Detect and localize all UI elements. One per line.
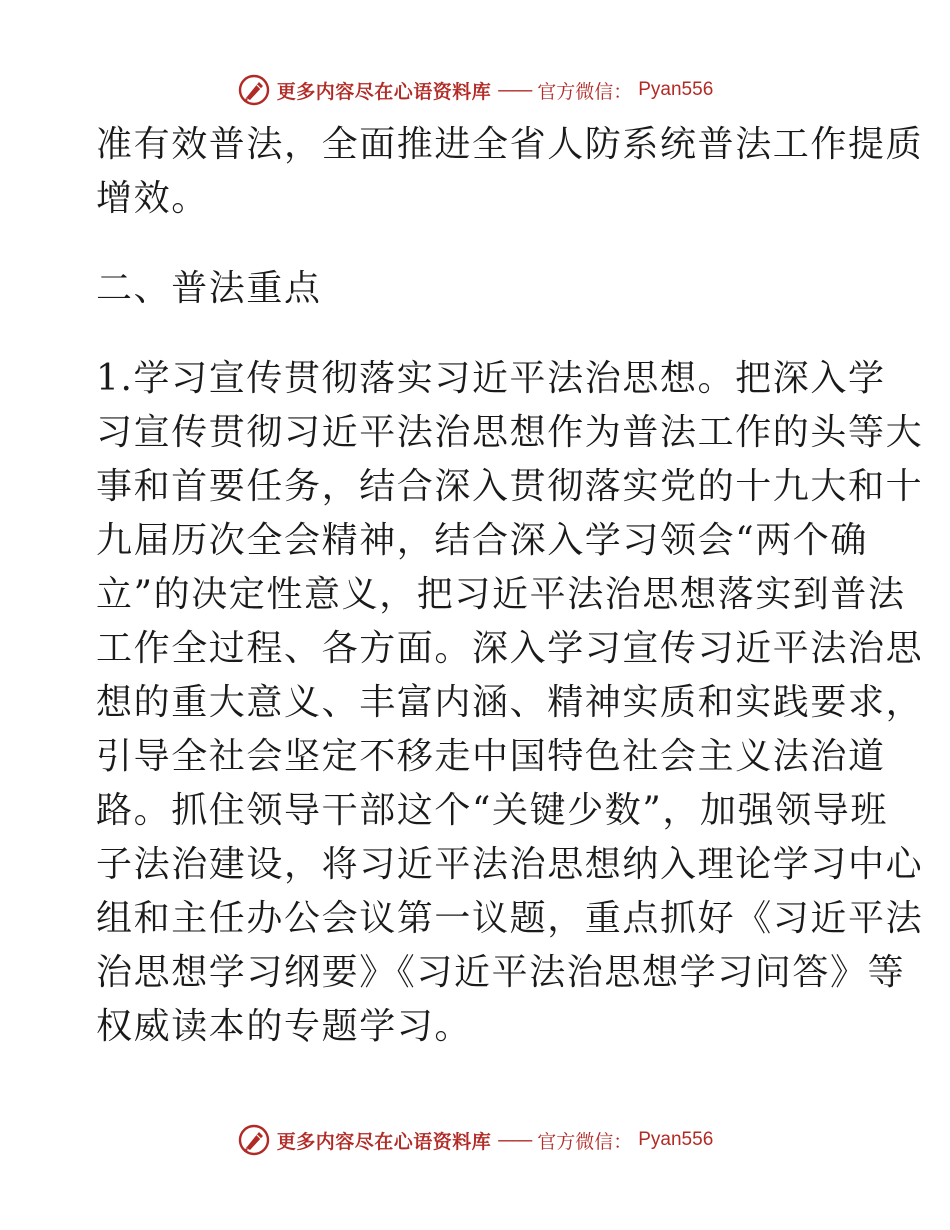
watermark-wechat-label: 官方微信： bbox=[537, 80, 633, 103]
watermark-wechat-id: Pyan556 bbox=[638, 79, 714, 100]
text-line: 权威读本的专题学习。 bbox=[96, 1006, 473, 1047]
text-line: 组和主任办公会议第一议题，重点抓好《习近平法 bbox=[96, 898, 924, 939]
text-line: 1.学习宣传贯彻落实习近平法治思想。把深入学 bbox=[96, 358, 886, 399]
watermark-wechat-id: Pyan556 bbox=[638, 1129, 714, 1150]
text-line: 子法治建设，将习近平法治思想纳入理论学习中心 bbox=[96, 844, 924, 885]
watermark-dash: —— bbox=[497, 79, 532, 101]
text-line: 九届历次全会精神，结合深入学习领会“两个确 bbox=[96, 520, 869, 561]
intro-paragraph bbox=[96, 118, 924, 226]
text-line: 习宣传贯彻习近平法治思想作为普法工作的头等大 bbox=[96, 412, 924, 453]
header-watermark bbox=[0, 70, 950, 110]
quill-pen-logo-icon bbox=[237, 1123, 271, 1157]
footer-watermark bbox=[0, 1120, 950, 1160]
watermark-dash: —— bbox=[497, 1129, 532, 1151]
text-line: 工作全过程、各方面。深入学习宣传习近平法治思 bbox=[96, 628, 924, 669]
text-line: 事和首要任务，结合深入贯彻落实党的十九大和十 bbox=[96, 466, 924, 507]
text-line: 准有效普法，全面推进全省人防系统普法工作提质 bbox=[96, 124, 924, 165]
section-heading: 二、普法重点 bbox=[96, 268, 322, 309]
watermark-text: 更多内容尽在心语资料库 bbox=[276, 80, 492, 103]
watermark-text: 更多内容尽在心语资料库 bbox=[276, 1130, 492, 1153]
text-line: 增效。 bbox=[96, 178, 209, 219]
paragraph-1 bbox=[96, 352, 924, 1054]
text-line: 治思想学习纲要》《习近平法治思想学习问答》等 bbox=[96, 952, 906, 993]
text-line: 立”的决定性意义，把习近平法治思想落实到普法 bbox=[96, 574, 906, 615]
text-line: 想的重大意义、丰富内涵、精神实质和实践要求， bbox=[96, 682, 924, 723]
text-line: 路。抓住领导干部这个“关键少数”，加强领导班 bbox=[96, 790, 889, 831]
quill-pen-logo-icon bbox=[237, 73, 271, 107]
text-line: 引导全社会坚定不移走中国特色社会主义法治道 bbox=[96, 736, 886, 777]
document-body bbox=[96, 118, 924, 1054]
watermark-wechat-label: 官方微信： bbox=[537, 1130, 633, 1153]
